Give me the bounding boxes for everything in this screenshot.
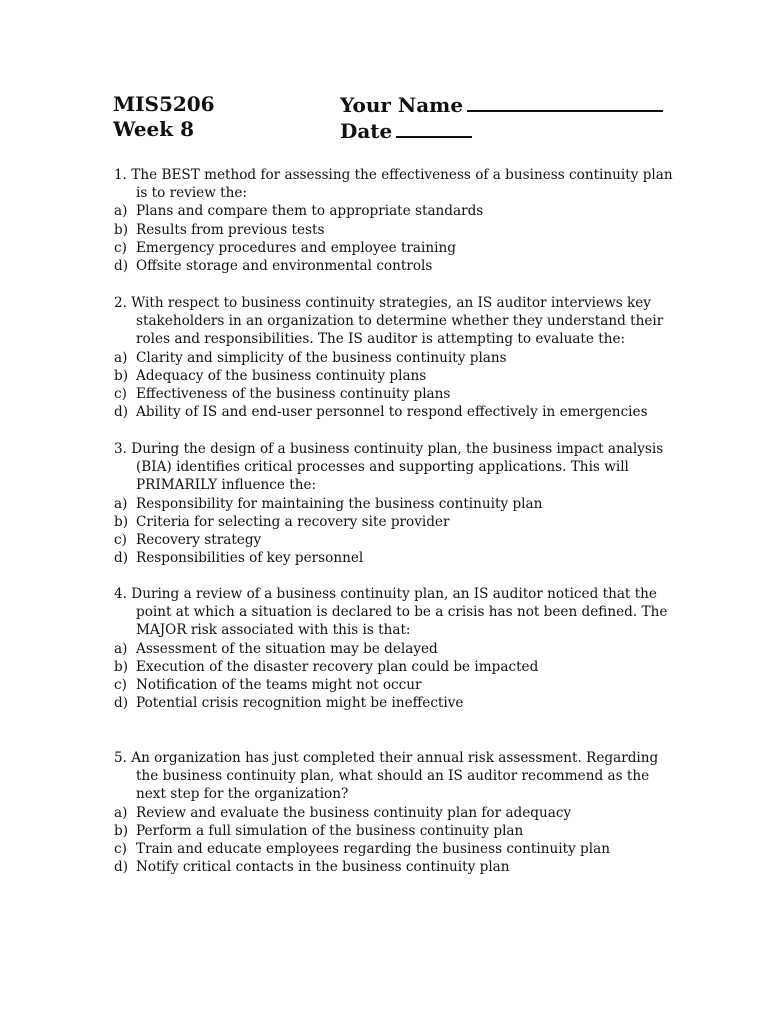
student-info-header xyxy=(340,92,663,144)
option-letter: a) xyxy=(114,349,128,366)
question-4 xyxy=(114,585,674,712)
option-letter: b) xyxy=(114,221,129,238)
question-stem: 4. During a review of a business continuity plan, an IS auditor noticed that the point at which a situation is declared to be a crisis has not been defined. The MAJOR risk associated with this is that: xyxy=(114,586,668,639)
name-line xyxy=(340,92,663,118)
option-text: Assessment of the situation may be delayed xyxy=(136,640,438,657)
answer-option-a xyxy=(114,202,674,220)
option-letter: c) xyxy=(114,532,127,549)
option-text: Criteria for selecting a recovery site provider xyxy=(136,513,450,530)
option-text: Plans and compare them to appropriate standards xyxy=(136,203,484,220)
date-label: Date xyxy=(340,119,393,143)
question-5 xyxy=(114,749,674,876)
option-letter: c) xyxy=(114,677,127,694)
answer-option-b xyxy=(114,513,674,531)
option-text: Effectiveness of the business continuity plans xyxy=(136,386,451,403)
option-text: Clarity and simplicity of the business continuity plans xyxy=(136,349,507,366)
option-letter: a) xyxy=(114,495,128,512)
name-label: Your Name xyxy=(340,93,464,117)
option-letter: b) xyxy=(114,822,129,839)
option-letter: b) xyxy=(114,513,129,530)
question-stem: 3. During the design of a business continuity plan, the business impact analysis (BIA) identifies critical processes and supporting applications. This will PRIMARILY influence the: xyxy=(114,441,664,494)
question-stem: 5. An organization has just completed their annual risk assessment. Regarding the business continuity plan, what should an IS auditor recommend as the next step for the organization? xyxy=(114,750,659,803)
answer-option-d xyxy=(114,257,674,275)
option-text: Emergency procedures and employee training xyxy=(136,239,456,256)
answer-option-b xyxy=(114,822,674,840)
name-blank[interactable] xyxy=(467,92,663,112)
answer-option-c xyxy=(114,385,674,403)
answer-option-b xyxy=(114,221,674,239)
option-text: Responsibilities of key personnel xyxy=(136,550,364,567)
option-letter: c) xyxy=(114,386,127,403)
option-text: Responsibility for maintaining the business continuity plan xyxy=(136,495,543,512)
option-text: Adequacy of the business continuity plans xyxy=(136,367,427,384)
answer-option-c xyxy=(114,676,674,694)
answer-option-c xyxy=(114,531,674,549)
answer-option-c xyxy=(114,239,674,257)
option-letter: d) xyxy=(114,550,129,567)
option-letter: b) xyxy=(114,658,129,675)
answer-option-c xyxy=(114,840,674,858)
answer-option-b xyxy=(114,658,674,676)
option-text: Review and evaluate the business continuity plan for adequacy xyxy=(136,804,572,821)
option-letter: c) xyxy=(114,841,127,858)
answer-option-a xyxy=(114,349,674,367)
answer-option-a xyxy=(114,640,674,658)
option-text: Recovery strategy xyxy=(136,532,262,549)
option-letter: d) xyxy=(114,404,129,421)
option-letter: a) xyxy=(114,640,128,657)
option-text: Offsite storage and environmental controls xyxy=(136,258,433,275)
question-stem: 1. The BEST method for assessing the effectiveness of a business continuity plan is to review the: xyxy=(114,167,673,202)
course-header xyxy=(113,92,215,142)
answer-option-a xyxy=(114,804,674,822)
question-3 xyxy=(114,440,674,567)
answer-option-d xyxy=(114,549,674,567)
option-text: Notification of the teams might not occur xyxy=(136,677,422,694)
question-stem: 2. With respect to business continuity strategies, an IS auditor interviews key stakeholders in an organization to determine whether they understand their roles and responsibilities. The IS auditor is attempting to evaluate the: xyxy=(114,295,664,348)
option-text: Notify critical contacts in the business continuity plan xyxy=(136,859,510,876)
option-letter: a) xyxy=(114,203,128,220)
answer-option-b xyxy=(114,367,674,385)
question-1 xyxy=(114,166,674,275)
answer-option-d xyxy=(114,858,674,876)
option-text: Perform a full simulation of the business continuity plan xyxy=(136,822,524,839)
option-letter: d) xyxy=(114,258,129,275)
option-letter: c) xyxy=(114,239,127,256)
answer-option-d xyxy=(114,694,674,712)
option-letter: d) xyxy=(114,859,129,876)
option-text: Results from previous tests xyxy=(136,221,325,238)
option-text: Ability of IS and end-user personnel to respond effectively in emergencies xyxy=(136,404,648,421)
option-text: Train and educate employees regarding the business continuity plan xyxy=(136,841,610,858)
option-letter: d) xyxy=(114,695,129,712)
course-code: MIS5206 xyxy=(113,92,215,116)
option-letter: b) xyxy=(114,367,129,384)
option-text: Execution of the disaster recovery plan could be impacted xyxy=(136,658,539,675)
week-label: Week 8 xyxy=(113,117,195,141)
date-blank[interactable] xyxy=(396,118,472,138)
option-letter: a) xyxy=(114,804,128,821)
answer-option-d xyxy=(114,403,674,421)
date-line xyxy=(340,118,663,144)
answer-option-a xyxy=(114,495,674,513)
question-2 xyxy=(114,294,674,421)
option-text: Potential crisis recognition might be ineffective xyxy=(136,695,464,712)
